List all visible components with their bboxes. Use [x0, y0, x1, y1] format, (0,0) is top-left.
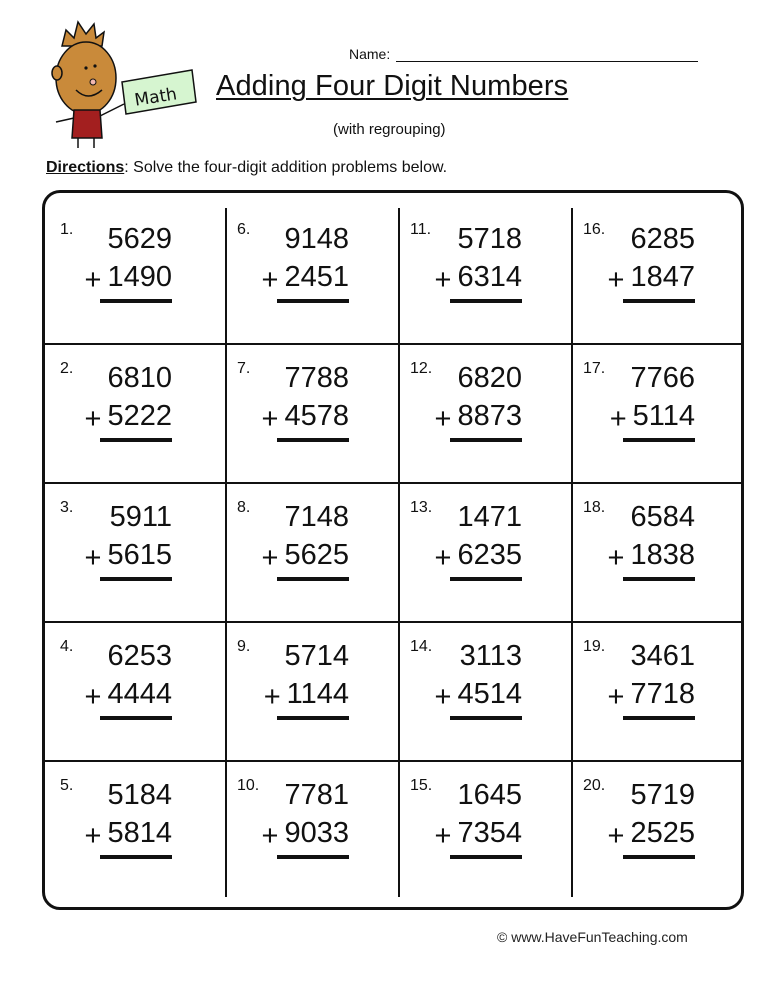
problem-cell: [399, 204, 572, 343]
addend-bottom: 4444: [107, 678, 172, 710]
problem-number: 8.: [237, 499, 251, 516]
problem-cell: [226, 760, 399, 899]
addend-top: 6253: [107, 640, 172, 672]
addend-bottom-row: [435, 261, 522, 294]
problem-cell: [399, 343, 572, 482]
addend-top: 6285: [630, 223, 695, 255]
answer-line[interactable]: [277, 299, 349, 303]
problem-number: 17.: [583, 360, 606, 377]
addend-bottom: 8873: [457, 400, 522, 432]
addend-top: 5714: [284, 640, 349, 672]
addend-bottom-row: [85, 400, 172, 433]
addend-top: 7781: [284, 779, 349, 811]
answer-line[interactable]: [623, 299, 695, 303]
problem-number: 20.: [583, 777, 606, 794]
addend-bottom: 5814: [107, 817, 172, 849]
problem-number: 5.: [60, 777, 74, 794]
copyright-footer: © www.HaveFunTeaching.com: [497, 929, 688, 945]
addend-bottom: 4578: [284, 400, 349, 432]
addend-top: 7148: [284, 501, 349, 533]
plus-operator: +: [261, 403, 279, 435]
addend-top: 7788: [284, 362, 349, 394]
problem-cell: [399, 760, 572, 899]
addend-bottom: 1847: [630, 261, 695, 293]
addend-top: 7766: [630, 362, 695, 394]
directions-text: : Solve the four-digit addition problems below.: [124, 159, 448, 176]
answer-line[interactable]: [100, 577, 172, 581]
addend-bottom-row: [85, 261, 172, 294]
problem-number: 14.: [410, 638, 433, 655]
addend-bottom-row: [262, 261, 349, 294]
plus-operator: +: [607, 681, 625, 713]
plus-operator: +: [261, 820, 279, 852]
addend-top: 3461: [630, 640, 695, 672]
problem-cell: [399, 482, 572, 621]
name-field-row: [349, 46, 698, 62]
addend-bottom: 2525: [630, 817, 695, 849]
problem-number: 1.: [60, 221, 74, 238]
name-label: Name:: [349, 46, 391, 62]
addend-top: 5719: [630, 779, 695, 811]
problem-cell: [49, 204, 222, 343]
addend-top: 1471: [457, 501, 522, 533]
problem-number: 18.: [583, 499, 606, 516]
problem-number: 11.: [410, 221, 432, 238]
addend-bottom: 2451: [284, 261, 349, 293]
addend-bottom-row: [608, 261, 695, 294]
plus-operator: +: [261, 542, 279, 574]
plus-operator: +: [84, 681, 102, 713]
problem-number: 16.: [583, 221, 606, 238]
addend-top: 5718: [457, 223, 522, 255]
addend-bottom: 5114: [632, 400, 695, 432]
addend-bottom-row: [608, 817, 695, 850]
problem-number: 3.: [60, 499, 74, 516]
answer-line[interactable]: [100, 438, 172, 442]
directions-label: Directions: [46, 159, 125, 176]
problem-cell: [572, 482, 745, 621]
addend-bottom: 6314: [457, 261, 522, 293]
addend-bottom-row: [435, 539, 522, 572]
problem-cell: [399, 621, 572, 760]
addend-top: 5184: [107, 779, 172, 811]
plus-operator: +: [263, 681, 281, 713]
addend-bottom-row: [85, 539, 172, 572]
answer-line[interactable]: [277, 855, 349, 859]
answer-line[interactable]: [100, 855, 172, 859]
addend-top: 6820: [457, 362, 522, 394]
addend-top: 6584: [630, 501, 695, 533]
addend-bottom: 9033: [284, 817, 349, 849]
problem-cell: [226, 482, 399, 621]
directions: [46, 159, 447, 177]
addend-bottom-row: [610, 400, 695, 433]
answer-line[interactable]: [277, 716, 349, 720]
plus-operator: +: [607, 264, 625, 296]
answer-line[interactable]: [450, 438, 522, 442]
problem-number: 12.: [410, 360, 433, 377]
addend-top: 5629: [107, 223, 172, 255]
answer-line[interactable]: [623, 438, 695, 442]
addend-bottom: 5625: [284, 539, 349, 571]
addend-top: 6810: [107, 362, 172, 394]
boy-holding-math-sign-icon: [44, 18, 204, 148]
problem-number: 10.: [237, 777, 260, 794]
name-input-line[interactable]: [396, 47, 698, 62]
problem-cell: [572, 621, 745, 760]
addend-bottom-row: [85, 817, 172, 850]
mascot: [44, 18, 204, 148]
problem-number: 4.: [60, 638, 74, 655]
plus-operator: +: [84, 820, 102, 852]
addend-bottom-row: [608, 678, 695, 711]
problem-cell: [49, 621, 222, 760]
plus-operator: +: [84, 542, 102, 574]
addend-top: 3113: [459, 640, 522, 672]
addend-top: 1645: [457, 779, 522, 811]
plus-operator: +: [434, 403, 452, 435]
addend-bottom-row: [262, 539, 349, 572]
plus-operator: +: [261, 264, 279, 296]
addend-bottom-row: [262, 817, 349, 850]
problem-cell: [226, 204, 399, 343]
addend-bottom-row: [435, 817, 522, 850]
svg-text:Math: Math: [133, 84, 179, 111]
answer-line[interactable]: [450, 299, 522, 303]
addend-bottom: 1144: [286, 678, 349, 710]
problem-cell: [49, 482, 222, 621]
worksheet-subtitle: (with regrouping): [333, 121, 446, 138]
addend-top: 5911: [109, 501, 172, 533]
problem-cell: [226, 621, 399, 760]
problem-cell: [49, 760, 222, 899]
addend-bottom: 7354: [457, 817, 522, 849]
problem-cell: [572, 760, 745, 899]
answer-line[interactable]: [100, 716, 172, 720]
plus-operator: +: [607, 820, 625, 852]
plus-operator: +: [84, 264, 102, 296]
problem-number: 2.: [60, 360, 74, 377]
plus-operator: +: [434, 264, 452, 296]
problem-number: 15.: [410, 777, 433, 794]
plus-operator: +: [434, 820, 452, 852]
problem-cell: [572, 343, 745, 482]
plus-operator: +: [434, 542, 452, 574]
addend-bottom: 1490: [107, 261, 172, 293]
addend-bottom: 5615: [107, 539, 172, 571]
addend-bottom-row: [435, 678, 522, 711]
problem-cell: [572, 204, 745, 343]
answer-line[interactable]: [623, 855, 695, 859]
plus-operator: +: [84, 403, 102, 435]
answer-line[interactable]: [623, 716, 695, 720]
worksheet-title: Adding Four Digit Numbers: [216, 70, 569, 102]
problem-number: 13.: [410, 499, 433, 516]
addend-bottom-row: [264, 678, 349, 711]
addend-bottom-row: [262, 400, 349, 433]
addend-bottom-row: [608, 539, 695, 572]
plus-operator: +: [609, 403, 627, 435]
problem-number: 7.: [237, 360, 251, 377]
addend-bottom: 7718: [630, 678, 695, 710]
addend-bottom-row: [435, 400, 522, 433]
answer-line[interactable]: [450, 577, 522, 581]
addend-bottom: 1838: [630, 539, 695, 571]
answer-line[interactable]: [623, 577, 695, 581]
problem-number: 9.: [237, 638, 251, 655]
answer-line[interactable]: [450, 716, 522, 720]
answer-line[interactable]: [450, 855, 522, 859]
problem-cell: [226, 343, 399, 482]
addend-bottom-row: [85, 678, 172, 711]
problem-number: 19.: [583, 638, 606, 655]
addend-bottom: 6235: [457, 539, 522, 571]
addend-top: 9148: [284, 223, 349, 255]
plus-operator: +: [434, 681, 452, 713]
problem-number: 6.: [237, 221, 251, 238]
addend-bottom: 4514: [457, 678, 522, 710]
answer-line[interactable]: [277, 577, 349, 581]
addend-bottom: 5222: [107, 400, 172, 432]
problem-cell: [49, 343, 222, 482]
answer-line[interactable]: [277, 438, 349, 442]
problem-grid: [42, 190, 744, 910]
answer-line[interactable]: [100, 299, 172, 303]
plus-operator: +: [607, 542, 625, 574]
